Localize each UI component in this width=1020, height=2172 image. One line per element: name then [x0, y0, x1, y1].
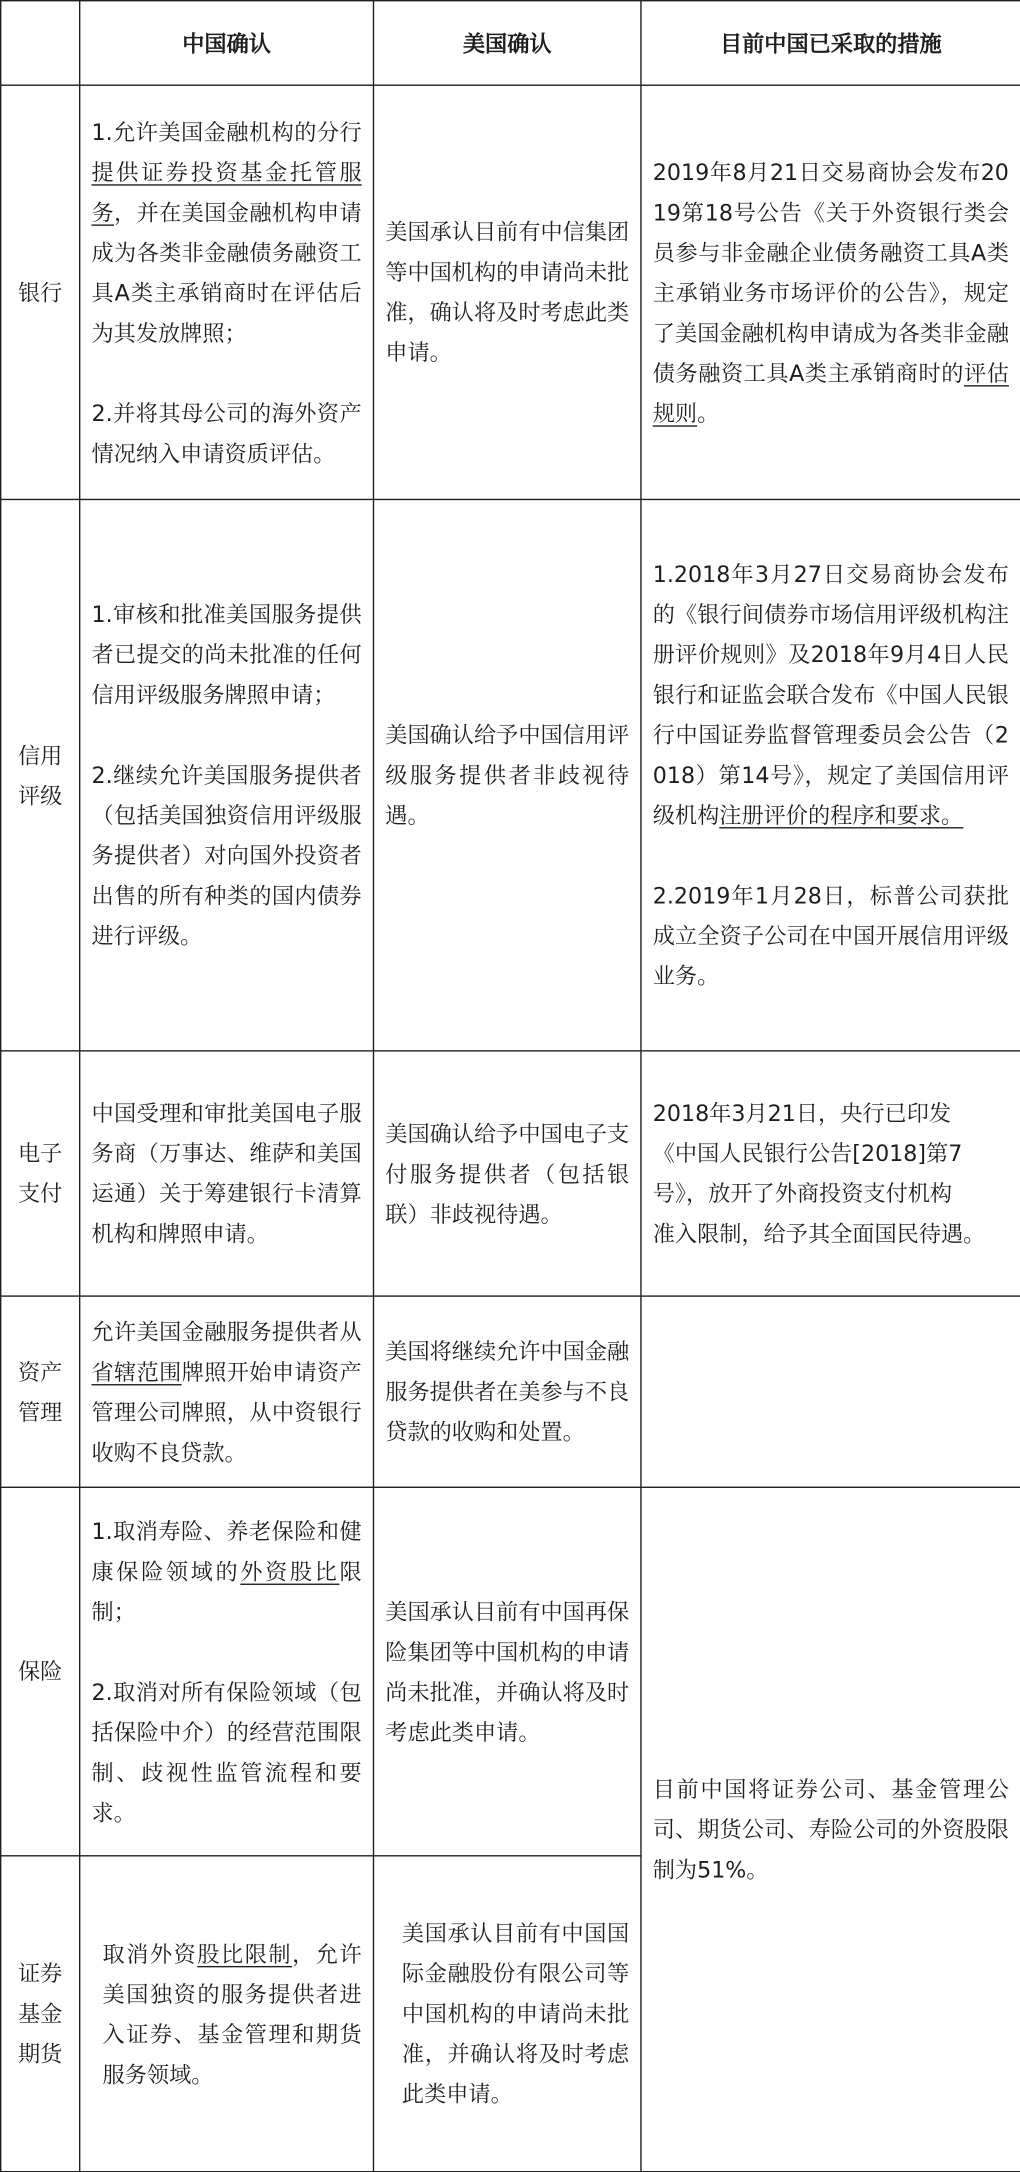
paragraph-gap: [91, 1631, 361, 1671]
paragraph-gap: [91, 715, 361, 755]
bank-china-cell: [80, 85, 374, 499]
category-securities-funds-futures: [1, 1856, 80, 2172]
header-category: [1, 1, 80, 86]
epay-measures-cell: [641, 1051, 1020, 1296]
epay-measures-line: 《中国人民银行公告[2018]第7: [652, 1140, 963, 1167]
paragraph-gap: [91, 353, 361, 393]
insurance-china-cell: [80, 1487, 374, 1856]
category-label-line: 评级: [17, 782, 63, 809]
category-label-line: 信用: [17, 741, 63, 769]
asset-china-text-cont: 牌照开始申请资产管理公司牌照，从中资银行收购不良贷款。: [91, 1358, 362, 1466]
category-label-line: 基金: [17, 2000, 63, 2027]
paragraph-gap: [653, 835, 1009, 875]
category-e-payment: [1, 1051, 80, 1296]
insurance-securities-measures-cell: 目前中国将证券公司、基金管理公司、期货公司、寿险公司的外资股限制为51%。: [641, 1487, 1020, 2171]
bank-measures-cell: [641, 85, 1020, 499]
bank-china-text-cont: ，并在美国金融机构申请成为各类非金融债务融资工具A类主承销商时在评估后为其发放牌照；: [91, 198, 362, 346]
bank-china-para1: [91, 112, 361, 353]
category-insurance: 保险: [1, 1487, 80, 1856]
securities-china-text: 取消外资: [102, 1940, 198, 1967]
insurance-china-text-end: 限制；: [91, 1557, 362, 1625]
row-insurance: [1, 1487, 1020, 1856]
bank-us-cell: 美国承认目前有中信集团等中国机构的申请尚未批准，确认将及时考虑此类申请。: [373, 85, 640, 499]
header-china-confirm: 中国确认: [80, 1, 374, 86]
category-credit-rating: [1, 499, 80, 1050]
bank-measures-underlined-text: 评估规则: [652, 359, 1009, 427]
credit-china-para1: 1.审核和批准美国服务提供者已提交的尚未批准的任何信用评级服务牌照申请；: [91, 601, 362, 708]
credit-us-cell: 美国确认给予中国信用评级服务提供者非歧视待遇。: [373, 499, 640, 1050]
category-label-line: 支付: [17, 1180, 63, 1207]
asset-china-underlined-text: 省辖范围: [91, 1358, 182, 1385]
asset-china-cell: [80, 1296, 374, 1487]
row-asset-management: [1, 1296, 1020, 1487]
credit-measures-para1: [653, 554, 1009, 835]
bank-china-para2: 2.并将其母公司的海外资产情况纳入申请资质评估。: [91, 399, 362, 467]
epay-china-cell: 中国受理和审批美国电子服务商（万事达、维萨和美国运通）关于筹建银行卡清算机构和牌照申请。: [80, 1051, 374, 1296]
insurance-us-cell: 美国承认目前有中国再保险集团等中国机构的申请尚未批准，并确认将及时考虑此类申请。: [373, 1487, 640, 1856]
securities-china-cell: [80, 1856, 374, 2172]
insurance-china-text: 1.取消寿险、养老保险和健康保险领域的: [91, 1517, 362, 1585]
credit-china-cell: [80, 499, 374, 1050]
securities-us-cell: 美国承认目前有中国国际金融股份有限公司等中国机构的申请尚未批准，并确认将及时考虑此类申请。: [373, 1856, 640, 2172]
category-label-line: 资产: [17, 1358, 63, 1385]
credit-china-para2: 2.继续允许美国服务提供者（包括美国独资信用评级服务提供者）对向国外投资者出售的所有种类的国内债券进行评级。: [91, 761, 362, 950]
bank-measures-text: 2019年8月21日交易商协会发布2019第18号公告《关于外资银行类会员参与非金融企业债务融资工具A类主承销业务市场评价的公告》，规定了美国金融机构申请成为各类非金融债务融资工具A类主承销商时的: [652, 158, 1009, 386]
epay-us-cell: 美国确认给予中国电子支付服务提供者（包括银联）非歧视待遇。: [373, 1051, 640, 1296]
securities-china-text-cont: ，允许美国独资的服务提供者进入证券、基金管理和期货服务领域。: [102, 1940, 362, 2088]
epay-measures-line: 准入限制，给予其全面国民待遇。: [652, 1220, 986, 1247]
securities-china-underlined-text: 股比限制: [197, 1940, 293, 1967]
category-bank: 银行: [1, 85, 80, 499]
insurance-china-underlined-text: 外资股比: [240, 1557, 340, 1585]
credit-measures-para2: 2.2019年1月28日，标普公司获批成立全资子公司在中国开展信用评级业务。: [652, 882, 1009, 990]
asset-china-text: 允许美国金融服务提供者从: [91, 1318, 362, 1345]
header-measures: 目前中国已采取的措施: [641, 1, 1020, 86]
row-bank: [1, 85, 1020, 499]
credit-measures-text: 1.2018年3月27日交易商协会发布的《银行间债券市场信用评级机构注册评价规则》及2018年9月4日人民银行和证监会联合发布《中国人民银行中国证券监督管理委员会公告（2018）第14号》，规定了美国信用评级机构: [652, 561, 1009, 829]
category-label-line: 期货: [17, 2040, 63, 2068]
asset-measures-cell: [641, 1296, 1020, 1487]
asset-us-cell: 美国将继续允许中国金融服务提供者在美参与不良贷款的收购和处置。: [373, 1296, 640, 1487]
category-label-line: 电子: [17, 1140, 63, 1167]
header-row: [1, 1, 1020, 86]
credit-measures-cell: [641, 499, 1020, 1050]
bank-china-text: 1.允许美国金融机构的分行: [91, 118, 362, 145]
category-label-line: 管理: [17, 1398, 63, 1425]
bank-china-underlined-text: 提供证券投资基金托管服务: [91, 158, 362, 226]
insurance-china-para1: [91, 1511, 361, 1632]
credit-measures-underlined-text: 注册评价的程序和要求。: [719, 802, 964, 829]
epay-measures-line: 号》，放开了外商投资支付机构: [652, 1180, 953, 1207]
row-e-payment: [1, 1051, 1020, 1296]
header-us-confirm: 美国确认: [373, 1, 640, 86]
epay-measures-line: 2018年3月21日，央行已印发: [652, 1100, 952, 1127]
insurance-china-para2: 2.取消对所有保险领域（包括保险中介）的经营范围限制、歧视性监管流程和要求。: [91, 1678, 362, 1826]
category-asset-management: [1, 1296, 80, 1487]
category-label-line: 证券: [17, 1960, 63, 1987]
row-credit-rating: [1, 499, 1020, 1050]
bank-measures-text-end: 。: [697, 399, 720, 427]
